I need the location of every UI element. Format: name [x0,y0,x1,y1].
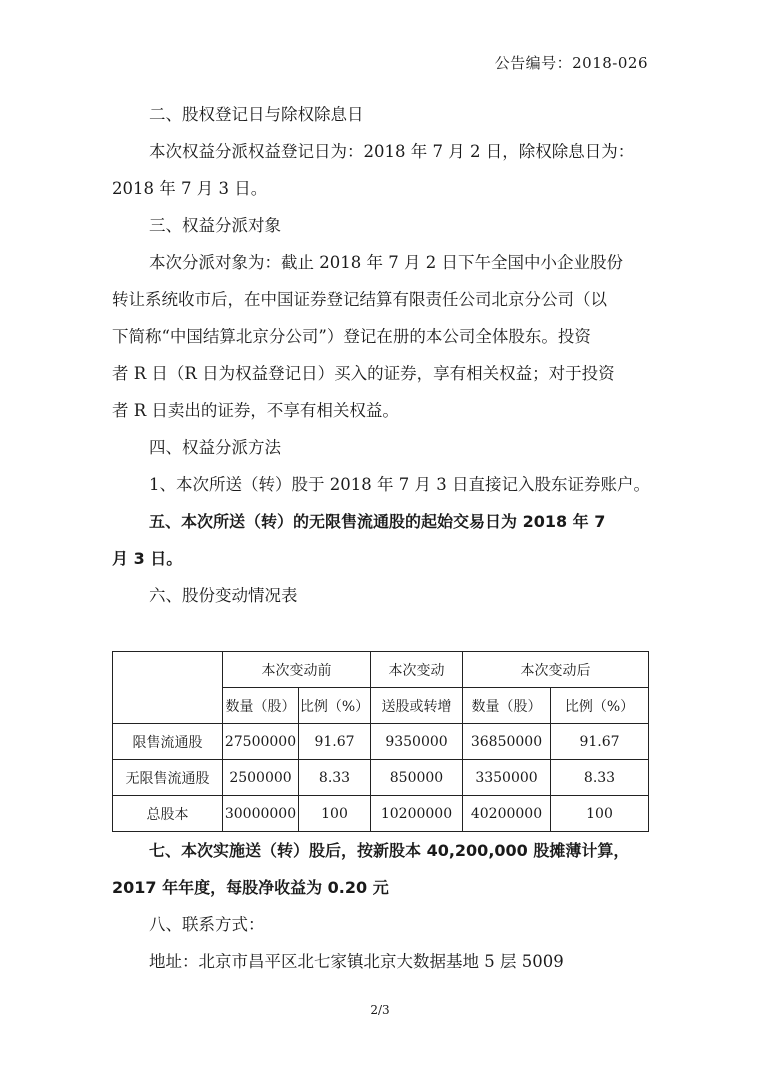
table-cell: 100 [299,796,371,832]
document-body-lower [112,832,652,980]
section-4-body: 1、本次所送（转）股于 2018 年 7 月 3 日直接记入股东证券账户。 [149,475,650,494]
table-cell: 40200000 [463,796,551,832]
section-2-body-line-2: 2018 年 7 月 3 日。 [112,179,268,198]
row-label-cell: 无限售流通股 [113,760,223,796]
section-3-title: 三、权益分派对象 [149,216,281,235]
section-3-line-1: 本次分派对象为：截止 2018 年 7 月 2 日下午全国中小企业股份 [149,253,623,272]
table-cell: 8.33 [551,760,649,796]
table-cell: 100 [551,796,649,832]
table-cell: 9350000 [371,724,463,760]
table-cell: 36850000 [463,724,551,760]
share-change-table [112,651,649,832]
subheader-cell: 送股或转增 [371,688,463,724]
group-header-before: 本次变动前 [223,652,371,688]
table-row [113,760,649,796]
table-cell: 850000 [371,760,463,796]
row-label-cell: 总股本 [113,796,223,832]
section-3-line-3: 下简称“中国结算北京分公司”）登记在册的本公司全体股东。投资 [112,327,591,346]
section-2-body-line-1: 本次权益分派权益登记日为：2018 年 7 月 2 日，除权除息日为： [149,142,635,161]
group-header-change: 本次变动 [371,652,463,688]
subheader-cell: 比例（%） [299,688,371,724]
table-cell: 2500000 [223,760,299,796]
section-8-title: 八、联系方式： [149,915,265,934]
table-row [113,796,649,832]
document-body [112,96,652,614]
table-cell: 91.67 [299,724,371,760]
group-header-after: 本次变动后 [463,652,649,688]
table-cell: 91.67 [551,724,649,760]
section-5-line-1: 五、本次所送（转）的无限售流通股的起始交易日为 2018 年 7 [149,512,606,531]
table-row [113,724,649,760]
table-cell: 8.33 [299,760,371,796]
section-3-line-4: 者 R 日（R 日为权益登记日）买入的证券，享有相关权益；对于投资 [112,364,615,383]
section-7-line-1: 七、本次实施送（转）股后，按新股本 40,200,000 股摊薄计算， [149,841,630,860]
subheader-cell: 数量（股） [223,688,299,724]
subheader-cell: 数量（股） [463,688,551,724]
section-7-line-2: 2017 年年度，每股净收益为 0.20 元 [112,878,389,897]
table-cell: 27500000 [223,724,299,760]
section-4-title: 四、权益分派方法 [149,438,281,457]
section-2-title: 二、股权登记日与除权除息日 [149,105,364,124]
row-label-cell: 限售流通股 [113,724,223,760]
section-5-line-2: 月 3 日。 [112,549,183,568]
section-8-address: 地址：北京市昌平区北七家镇北京大数据基地 5 层 5009 [149,952,564,971]
table-cell: 30000000 [223,796,299,832]
table-cell: 10200000 [371,796,463,832]
table-header-row [113,652,649,688]
section-3-line-2: 转让系统收市后，在中国证券登记结算有限责任公司北京分公司（以 [112,290,607,309]
section-3-line-5: 者 R 日卖出的证券，不享有相关权益。 [112,401,399,420]
subheader-cell: 比例（%） [551,688,649,724]
page-number: 2/3 [370,1003,390,1017]
section-6-title: 六、股份变动情况表 [149,586,298,605]
table-cell: 3350000 [463,760,551,796]
notice-number: 公告编号：2018-026 [494,54,648,72]
table-corner-cell [113,652,223,724]
